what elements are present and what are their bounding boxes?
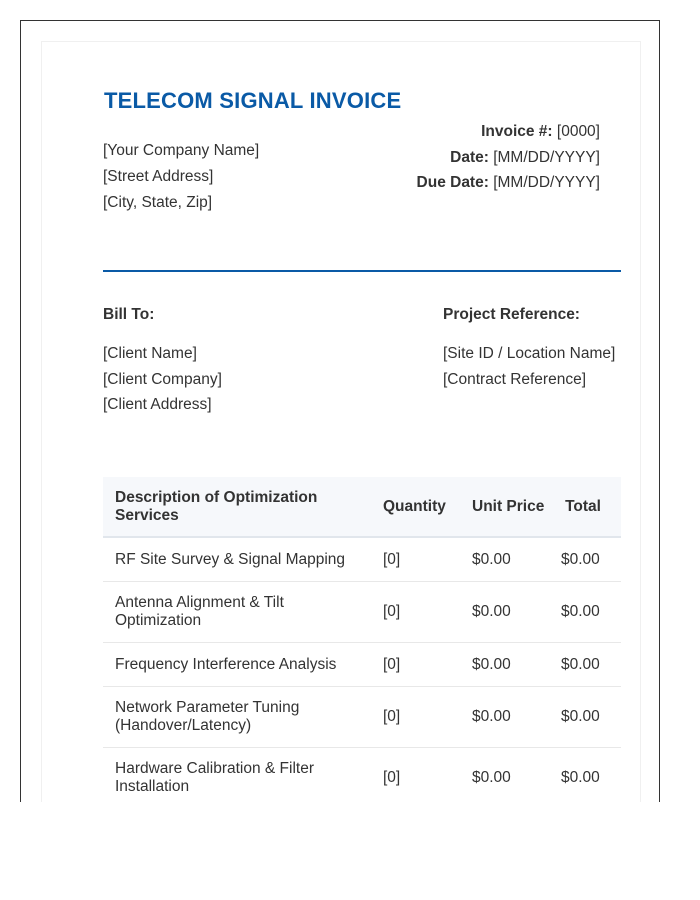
row-description: Hardware Calibration & Filter Installation — [103, 748, 371, 803]
row-total: $0.00 — [545, 537, 621, 582]
company-block — [103, 138, 259, 216]
document-frame — [20, 20, 660, 802]
table-header-row — [103, 477, 621, 537]
table-row — [103, 537, 621, 582]
company-city: [City, State, Zip] — [103, 194, 213, 211]
row-unit-price: $0.00 — [460, 748, 545, 803]
row-quantity: [0] — [371, 537, 460, 582]
bill-to-heading: Bill To: — [103, 306, 155, 323]
invoice-meta — [417, 119, 600, 196]
invoice-date-value: [MM/DD/YYYY] — [493, 148, 600, 166]
site-id: [Site ID / Location Name] — [443, 345, 616, 362]
due-date-label: Due Date: — [416, 174, 489, 191]
row-total: $0.00 — [545, 748, 621, 803]
row-quantity: [0] — [371, 687, 460, 748]
invoice-number-row — [417, 119, 600, 145]
header-unit-price: Unit Price — [460, 477, 545, 537]
invoice-number-value: [0000] — [556, 123, 600, 140]
row-description: Frequency Interference Analysis — [103, 643, 371, 687]
row-unit-price: $0.00 — [460, 643, 545, 687]
invoice-title: TELECOM SIGNAL INVOICE — [104, 88, 402, 113]
client-company: [Client Company] — [103, 370, 222, 388]
row-unit-price: $0.00 — [460, 687, 545, 748]
client-name: [Client Name] — [103, 345, 197, 362]
invoice-date-row — [417, 145, 600, 171]
company-street: [Street Address] — [103, 168, 214, 185]
row-unit-price: $0.00 — [460, 582, 545, 643]
table-row — [103, 687, 621, 748]
table-row — [103, 748, 621, 803]
header-total: Total — [545, 477, 621, 537]
row-quantity: [0] — [371, 748, 460, 803]
row-total: $0.00 — [545, 643, 621, 687]
header-divider — [103, 270, 621, 272]
row-total: $0.00 — [545, 687, 621, 748]
row-quantity: [0] — [371, 582, 460, 643]
client-address: [Client Address] — [103, 396, 212, 413]
bill-to-section — [103, 306, 222, 418]
header-quantity: Quantity — [371, 477, 460, 537]
invoice-page — [41, 41, 641, 802]
project-reference-section — [443, 306, 615, 392]
header-description: Description of Optimization Services — [103, 477, 371, 537]
services-table — [103, 477, 621, 802]
due-date-row — [417, 170, 600, 196]
company-name: [Your Company Name] — [103, 142, 260, 159]
row-unit-price: $0.00 — [460, 537, 545, 582]
project-reference-heading: Project Reference: — [443, 306, 580, 323]
row-quantity: [0] — [371, 643, 460, 687]
row-description: RF Site Survey & Signal Mapping — [103, 537, 371, 582]
due-date-value: [MM/DD/YYYY] — [493, 174, 600, 191]
row-description: Network Parameter Tuning (Handover/Latency) — [103, 687, 371, 748]
row-total: $0.00 — [545, 582, 621, 643]
table-row — [103, 643, 621, 687]
table-row — [103, 582, 621, 643]
invoice-date-label: Date: — [450, 148, 489, 166]
row-description: Antenna Alignment & Tilt Optimization — [103, 582, 371, 643]
contract-reference: [Contract Reference] — [443, 370, 587, 388]
invoice-number-label: Invoice #: — [481, 123, 553, 140]
